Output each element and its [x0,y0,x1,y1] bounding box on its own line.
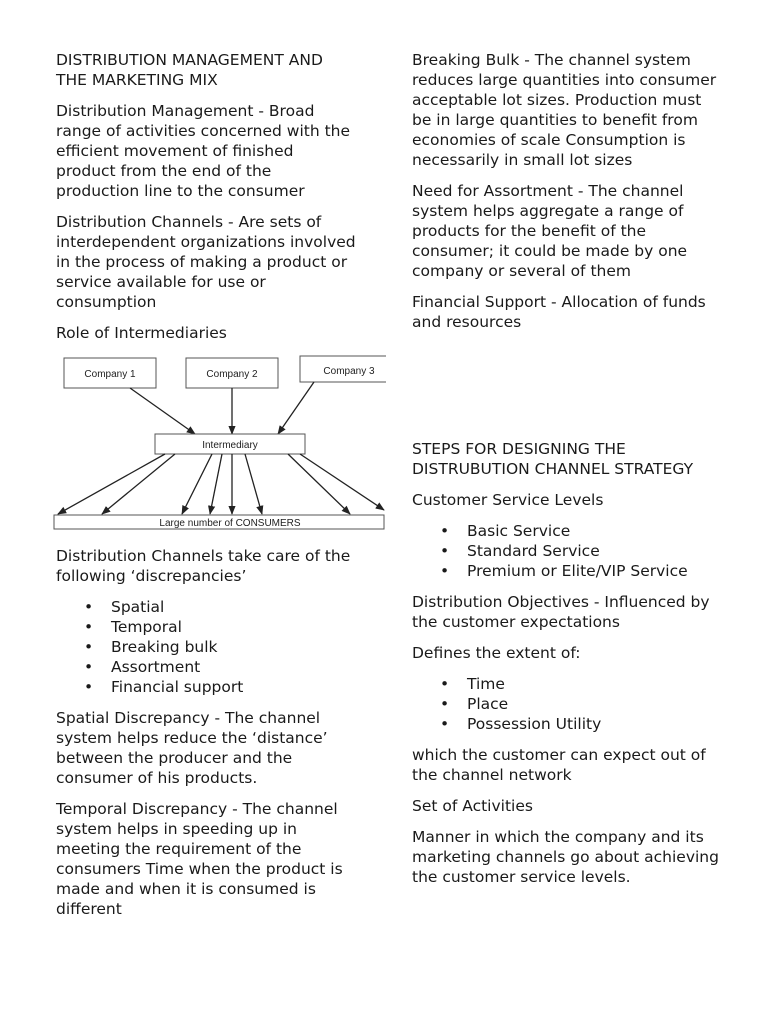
term: Spatial Discrepancy [56,709,210,727]
service-level-list [412,521,722,581]
list-item: • Possession Utility [412,714,722,734]
definition-need-for-assortment: Need for Assortment - The channel system helps aggregate a range of products for the benefit of the consumer; it could be made by one company or several of them [412,182,688,280]
arrow-to-consumers [102,454,175,514]
definition-text: Allocation of funds and resources [412,293,706,331]
term: Temporal Discrepancy [56,800,228,818]
company-1-label: Company 1 [84,369,136,380]
company-3-label: Company 3 [323,366,375,377]
arrow-company1-to-intermediary [130,388,195,434]
activities-heading: Set of Activities [412,797,533,815]
definition-breaking-bulk: Breaking Bulk - The channel system reduces large quantities into consumer acceptable lot sizes. Production must be in large quantities to benefit from economies of scale Consumption is necessarily in small lot sizes [412,51,717,169]
definition-text: Are sets of interdependent organizations involved in the process of making a product or service available for use or consumption [56,213,356,311]
arrow-to-consumers [58,454,165,514]
list-item: • Temporal [56,617,356,637]
document-title: DISTRIBUTION MANAGEMENT AND THE MARKETING MIX [56,51,323,89]
arrow-to-consumers [210,454,222,514]
definition-temporal-discrepancy: Temporal Discrepancy - The channel system helps in speeding up in meeting the requirement of the consumers Time when the product is made and when it is consumed is different [56,800,343,918]
term: Need for Assortment [412,182,573,200]
list-item: • Standard Service [412,541,722,561]
term: Distribution Objectives [412,593,589,611]
definition-distribution-management: Distribution Management - Broad range of activities concerned with the efficient movement of finished product from the end of the production line to the consumer [56,102,351,200]
definition-distribution-objectives: Distribution Objectives - Influenced by the customer expectations [412,593,710,631]
arrow-to-consumers [300,454,384,510]
extent-list [412,674,722,734]
intermediary-diagram [50,354,386,534]
activities-definition: Manner in which the company and its marketing channels go about achieving the customer service levels. [412,828,719,886]
list-item: • Spatial [56,597,356,617]
extent-heading: Defines the extent of: [412,644,581,662]
list-item: • Assortment [56,657,356,677]
term: Breaking Bulk [412,51,520,69]
list-item: • Basic Service [412,521,722,541]
right-column [412,50,722,898]
arrow-to-consumers [288,454,350,514]
definition-text: The channel system helps in speeding up in meeting the requirement of the consumers Time when the product is made and when it is consumed is different [56,800,343,918]
discrepancies-intro: Distribution Channels take care of the following ‘discrepancies’ [56,547,351,585]
definition-financial-support: Financial Support - Allocation of funds and resources [412,293,706,331]
list-item: • Premium or Elite/VIP Service [412,561,722,581]
extent-continuation: which the customer can expect out of the channel network [412,746,706,784]
customer-service-levels-heading: Customer Service Levels [412,491,604,509]
consumers-label: Large number of CONSUMERS [159,518,301,529]
term: Distribution Management [56,102,254,120]
section-spacer [412,343,722,439]
list-item: • Financial support [56,677,356,697]
definition-spatial-discrepancy: Spatial Discrepancy - The channel system helps reduce the ‘distance’ between the producer and the consumer of his products. [56,709,328,787]
company-2-label: Company 2 [206,369,258,380]
list-item: • Breaking bulk [56,637,356,657]
definition-text: Influenced by the customer expectations [412,593,710,631]
role-heading: Role of Intermediaries [56,324,227,342]
term: Financial Support [412,293,547,311]
definition-distribution-channels: Distribution Channels - Are sets of interdependent organizations involved in the process of making a product or service available for use or consumption [56,213,356,311]
arrow-company3-to-intermediary [278,382,314,434]
list-item: • Time [412,674,722,694]
discrepancy-list [56,597,356,697]
left-column [56,50,375,930]
definition-text: Broad range of activities concerned with the efficient movement of finished product from the end of the production line to the consumer [56,102,351,200]
definition-text: The channel system reduces large quantities into consumer acceptable lot sizes. Production must be in large quantities to benefit from economies of scale Consumption is necessarily in small lot sizes [412,51,717,169]
steps-title: STEPS FOR DESIGNING THE DISTRUBUTION CHANNEL STRATEGY [412,440,694,478]
list-item: • Place [412,694,722,714]
term: Distribution Channels [56,213,224,231]
intermediary-label: Intermediary [202,440,258,451]
arrow-to-consumers [245,454,262,514]
definition-text: The channel system helps aggregate a range of products for the benefit of the consumer; it could be made by one company or several of them [412,182,688,280]
arrow-to-consumers [182,454,212,514]
definition-text: The channel system helps reduce the ‘distance’ between the producer and the consumer of his products. [56,709,328,787]
